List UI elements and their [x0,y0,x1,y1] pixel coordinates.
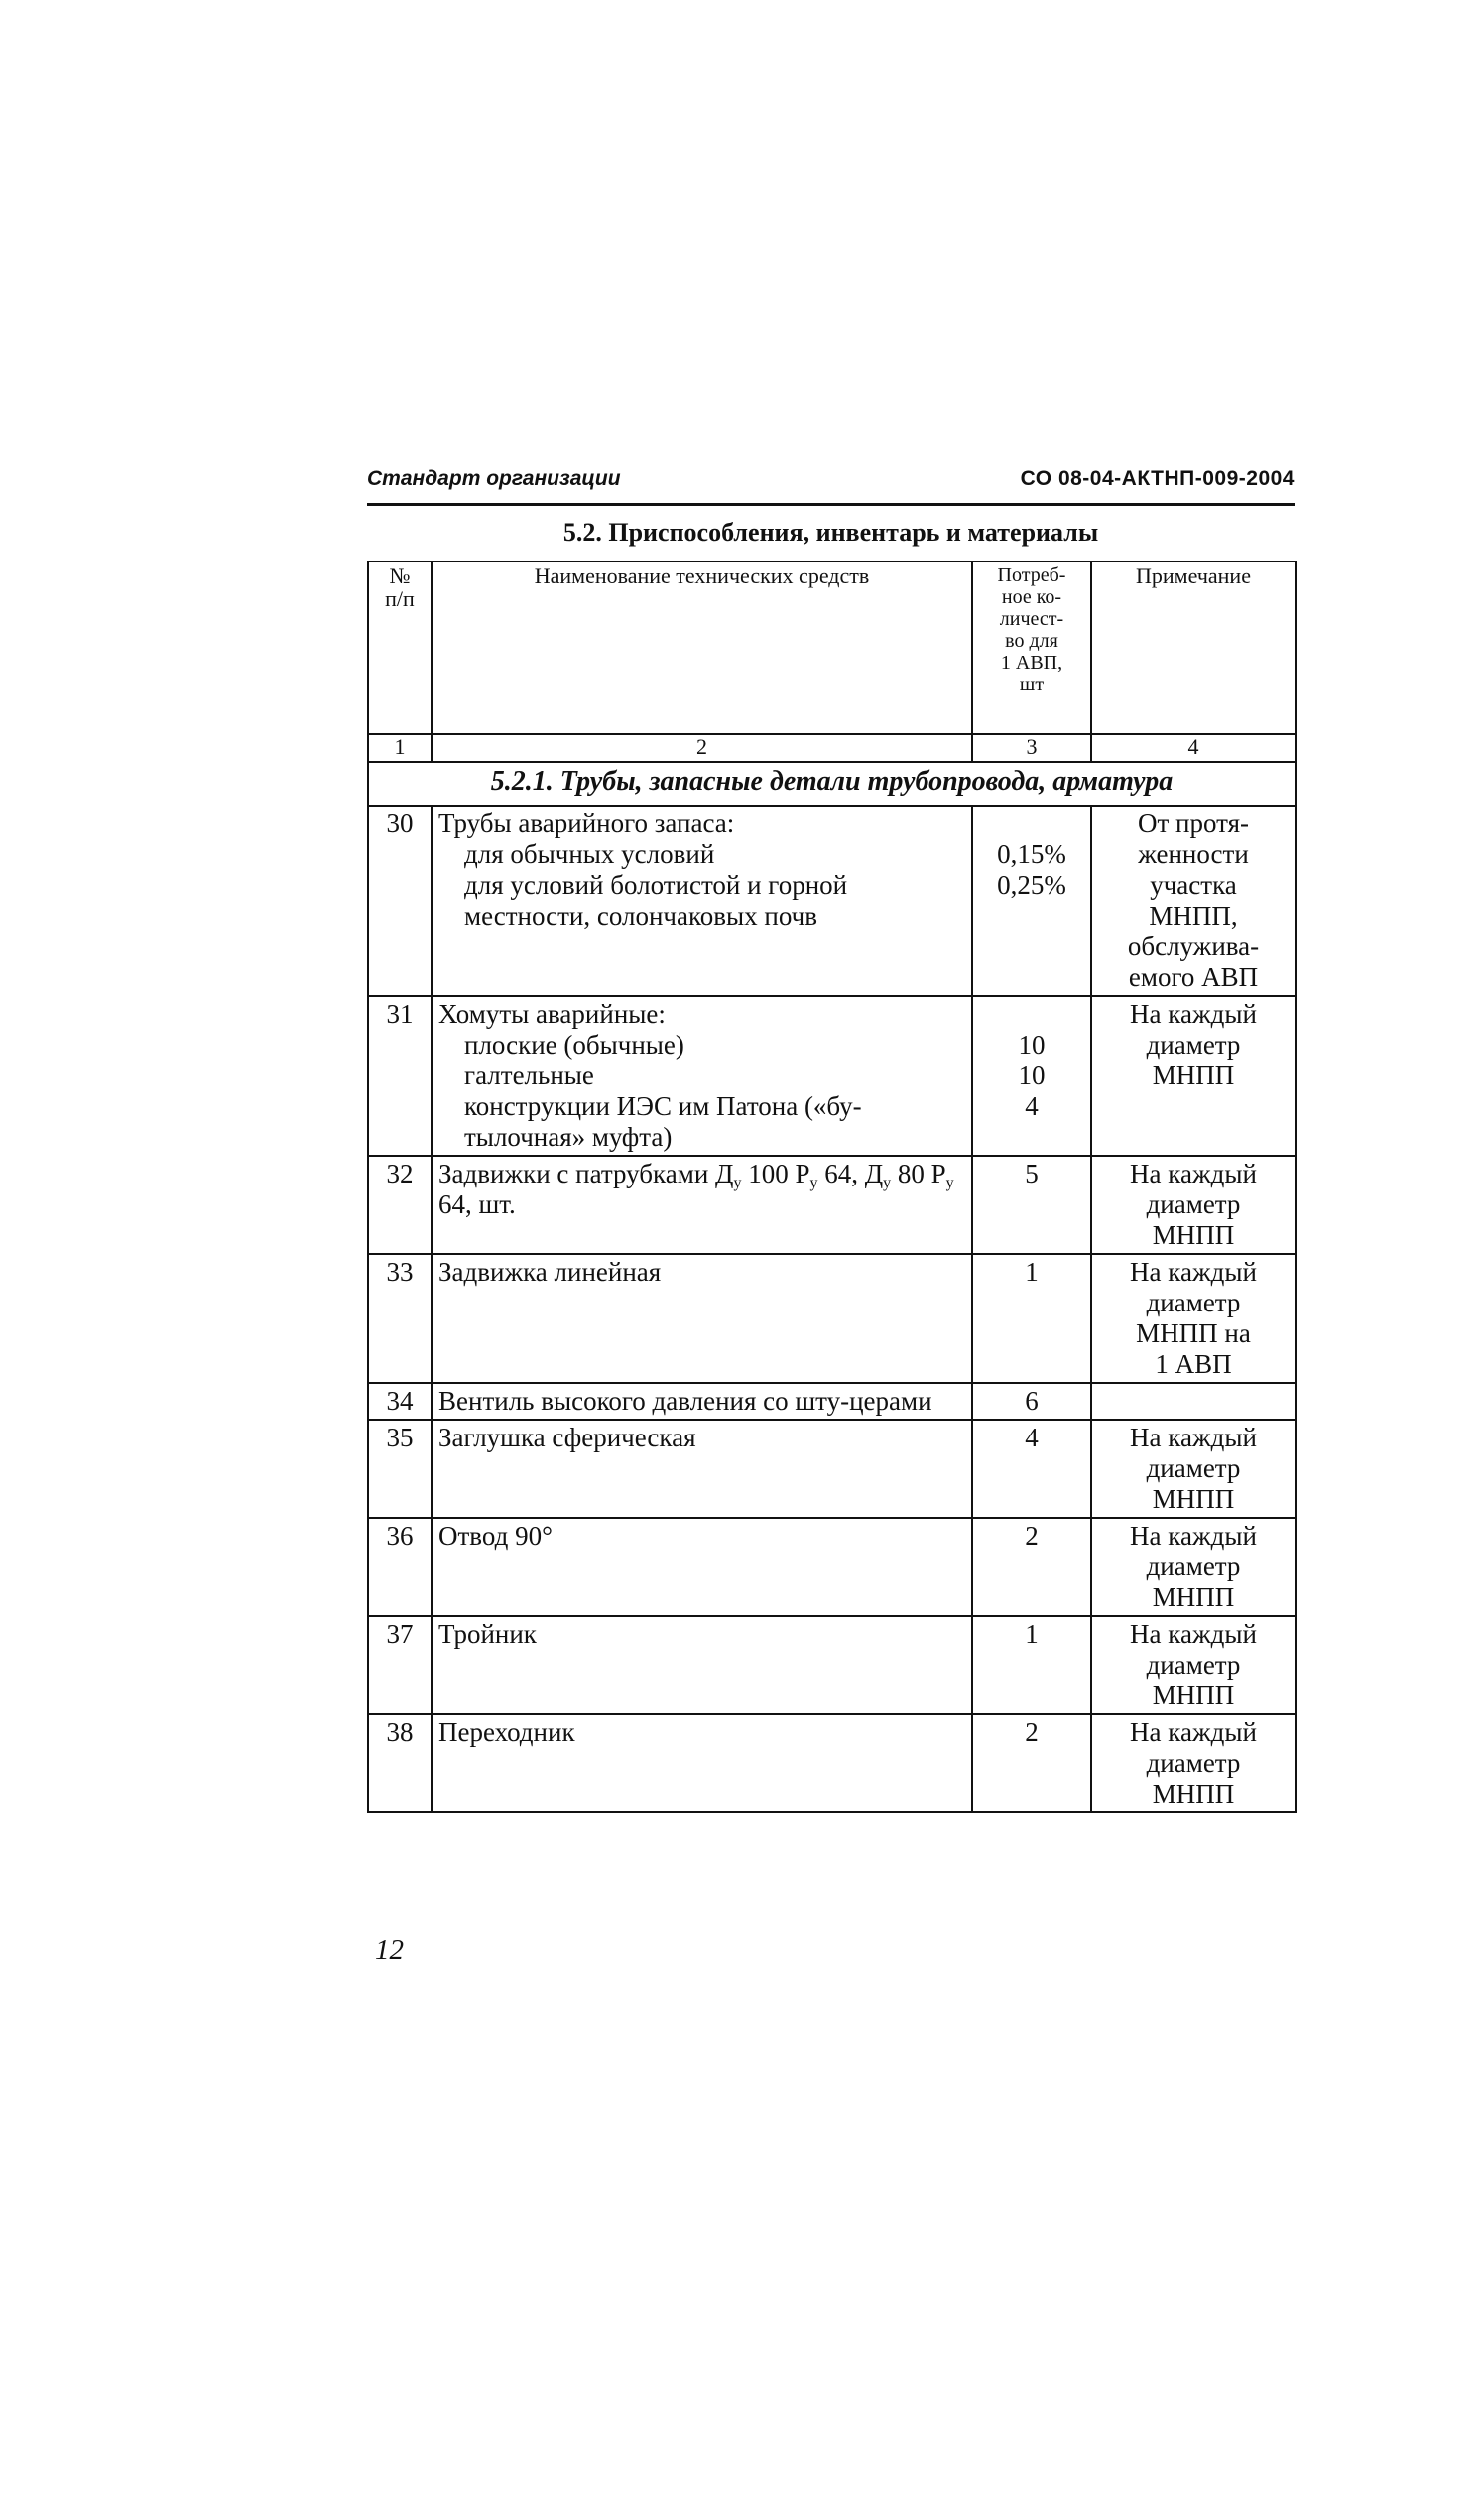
row-name-part: 80 Р [891,1159,946,1188]
table-header-row [368,561,1296,734]
subsection-title: 5.2.1. Трубы, запасные детали трубопровода, арматура [368,762,1296,806]
row-quantity-value: 10 [1018,1060,1046,1090]
subsection-row [368,762,1296,806]
row-note [1091,1383,1296,1420]
page-number: 12 [375,1934,404,1966]
row-note [1091,1616,1296,1714]
column-number-4: 4 [1091,734,1296,762]
row-name: Задвижка линейная [432,1254,972,1383]
col-header-quantity-line4: во для [1005,630,1058,652]
row-note-line: На каждый [1130,1257,1257,1287]
col-header-number-line1: № [389,563,411,588]
table-row [368,1254,1296,1383]
row-note-line: 1 АВП [1155,1349,1232,1379]
subscript: у [733,1175,742,1191]
row-quantity: 1 [972,1254,1091,1383]
row-name-part: Задвижки с патрубками Д [438,1159,734,1188]
row-note [1091,1420,1296,1518]
col-header-number-line2: п/п [385,586,415,611]
row-quantity-value: 10 [1018,1030,1046,1060]
col-header-quantity [972,561,1091,734]
row-name: Вентиль высокого давления со шту-церами [432,1383,972,1420]
row-note-line: МНПП, [1149,901,1238,931]
row-note-line: диаметр [1146,1748,1241,1778]
row-number: 32 [368,1156,432,1254]
row-quantity: 6 [972,1383,1091,1420]
row-note [1091,1156,1296,1254]
header-organization-standard: Стандарт организации [367,467,621,490]
row-note-line: На каждый [1130,1423,1257,1452]
subscript: у [809,1175,818,1191]
row-name-subitem: для условий болотистой и горной местности, солончаковых почв [464,870,848,931]
row-note-line: диаметр [1146,1650,1241,1680]
col-header-note: Примечание [1091,561,1296,734]
row-name-subitem: галтельные [464,1060,594,1090]
row-quantity-value: 0,15% [997,839,1066,869]
row-note [1091,1254,1296,1383]
row-quantity: 1 [972,1616,1091,1714]
row-note-line: На каждый [1130,1717,1257,1747]
row-name-subitem: плоские (обычные) [464,1030,684,1060]
row-note-line: диаметр [1146,1552,1241,1581]
row-number: 31 [368,996,432,1156]
row-name-title: Хомуты аварийные: [438,999,666,1029]
col-header-number [368,561,432,734]
row-number: 37 [368,1616,432,1714]
row-name-subitem: конструкции ИЭС им Патона («бу-тылочная» муфта) [464,1091,862,1152]
header-document-code: СО 08-04-АКТНП-009-2004 [1020,467,1295,490]
running-header [367,463,1295,506]
row-quantity: 2 [972,1518,1091,1616]
row-note-line: участка [1150,870,1237,900]
row-name-title: Трубы аварийного запаса: [438,809,735,838]
subscript: у [945,1175,954,1191]
table-row [368,996,1296,1156]
column-number-1: 1 [368,734,432,762]
row-quantity [972,996,1091,1156]
row-number: 36 [368,1518,432,1616]
row-note-line: диаметр [1146,1288,1241,1317]
column-number-row [368,734,1296,762]
row-name [432,1156,972,1254]
col-header-quantity-line2: ное ко- [1001,586,1062,608]
row-note [1091,1714,1296,1812]
row-quantity: 5 [972,1156,1091,1254]
col-header-quantity-line1: Потреб- [997,564,1066,586]
row-name: Тройник [432,1616,972,1714]
row-note-line: диаметр [1146,1189,1241,1219]
row-number: 33 [368,1254,432,1383]
section-title: 5.2. Приспособления, инвентарь и материалы [562,518,1099,547]
row-note-line: МНПП [1152,1779,1235,1809]
row-number: 30 [368,806,432,996]
row-note-line: МНПП [1152,1220,1235,1250]
row-name-part: 100 Р [741,1159,810,1188]
col-header-quantity-line3: личест- [999,608,1064,630]
row-name-part: 64, шт. [438,1189,516,1219]
col-header-name: Наименование технических средств [432,561,972,734]
row-number: 38 [368,1714,432,1812]
row-note-line: На каждый [1130,1521,1257,1551]
row-note-line: обслужива- [1127,932,1260,961]
row-name: Переходник [432,1714,972,1812]
table-row [368,1616,1296,1714]
row-note-line: емого АВП [1128,962,1259,992]
table-row [368,806,1296,996]
row-note-line: МНПП [1152,1582,1235,1612]
row-note-line: На каждый [1130,1619,1257,1649]
table-row [368,1420,1296,1518]
row-note-line: На каждый [1130,999,1257,1029]
equipment-table [367,561,1297,1813]
row-name [432,996,972,1156]
row-note-line: МНПП на [1136,1318,1251,1348]
row-note [1091,996,1296,1156]
row-quantity: 4 [972,1420,1091,1518]
row-number: 34 [368,1383,432,1420]
row-note [1091,806,1296,996]
row-note-line: диаметр [1146,1453,1241,1483]
row-note-line: От протя- [1138,809,1249,838]
row-note-line: На каждый [1130,1159,1257,1188]
column-number-3: 3 [972,734,1091,762]
row-quantity: 2 [972,1714,1091,1812]
table-row [368,1714,1296,1812]
col-header-quantity-line6: шт [1019,674,1045,695]
table-row [368,1383,1296,1420]
row-quantity-value: 4 [1025,1091,1039,1121]
row-note-line: женности [1138,839,1249,869]
row-name: Отвод 90° [432,1518,972,1616]
row-quantity-value: 0,25% [997,870,1066,900]
row-number: 35 [368,1420,432,1518]
row-quantity [972,806,1091,996]
row-note-line: МНПП [1152,1060,1235,1090]
col-header-quantity-line5: 1 АВП, [1000,652,1063,674]
row-name-part: 64, Д [817,1159,884,1188]
row-name [432,806,972,996]
row-note-line: МНПП [1152,1484,1235,1514]
table-row [368,1156,1296,1254]
column-number-2: 2 [432,734,972,762]
row-note-line: диаметр [1146,1030,1241,1060]
row-note [1091,1518,1296,1616]
table-row [368,1518,1296,1616]
subscript: у [883,1175,892,1191]
row-note-line: МНПП [1152,1681,1235,1710]
row-name-subitem: для обычных условий [464,839,715,869]
row-name: Заглушка сферическая [432,1420,972,1518]
